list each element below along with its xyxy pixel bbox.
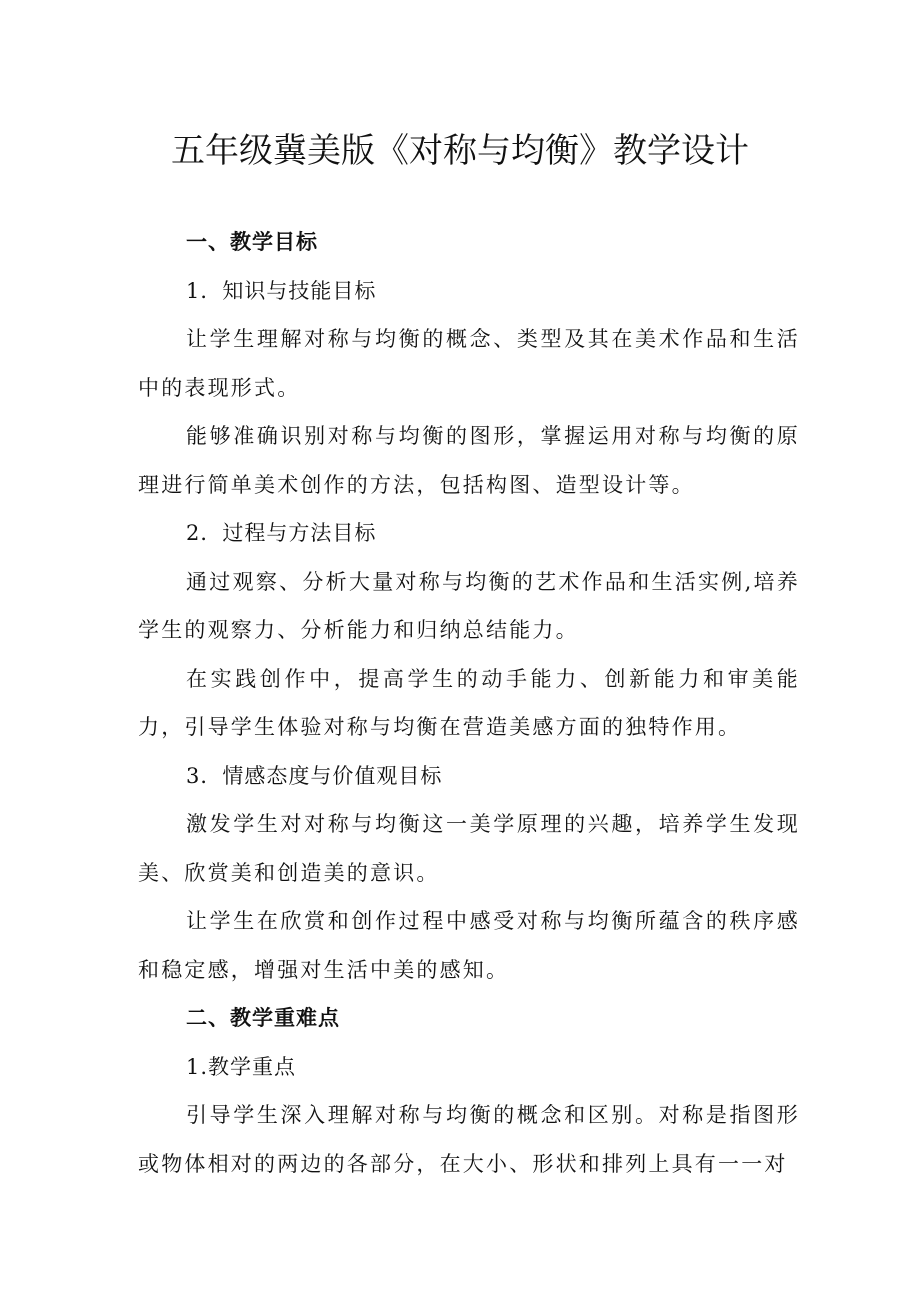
- subheading-knowledge-skills: 1．知识与技能目标: [186, 278, 377, 303]
- paragraph: 引导学生深入理解对称与均衡的概念和区别。对称是指图形或物体相对的两边的各部分，在大小、形状和排列上具有一一对: [138, 1103, 800, 1176]
- section-heading-key-points: 二、教学重难点: [186, 1006, 340, 1030]
- paragraph: 激发学生对对称与均衡这一美学原理的兴趣，培养学生发现美、欣赏美和创造美的意识。: [138, 812, 800, 885]
- document-title: 五年级冀美版《对称与均衡》教学设计: [171, 131, 749, 171]
- paragraph: 让学生理解对称与均衡的概念、类型及其在美术作品和生活中的表现形式。: [138, 327, 800, 400]
- section-heading-teaching-goals: 一、教学目标: [186, 230, 318, 254]
- subheading-emotion-values: 3．情感态度与价值观目标: [186, 763, 443, 788]
- paragraph: 通过观察、分析大量对称与均衡的艺术作品和生活实例,培养学生的观察力、分析能力和归纳总结能力。: [138, 569, 800, 642]
- subheading-process-methods: 2．过程与方法目标: [186, 521, 377, 545]
- paragraph: 在实践创作中，提高学生的动手能力、创新能力和审美能力，引导学生体验对称与均衡在营造美感方面的独特作用。: [138, 666, 800, 739]
- document-body: [138, 218, 800, 1188]
- paragraph: 让学生在欣赏和创作过程中感受对称与均衡所蕴含的秩序感和稳定感，增强对生活中美的感知。: [138, 909, 800, 982]
- subheading-teaching-focus: 1.教学重点: [186, 1054, 297, 1079]
- paragraph: 能够准确识别对称与均衡的图形，掌握运用对称与均衡的原理进行简单美术创作的方法，包括构图、造型设计等。: [138, 424, 800, 497]
